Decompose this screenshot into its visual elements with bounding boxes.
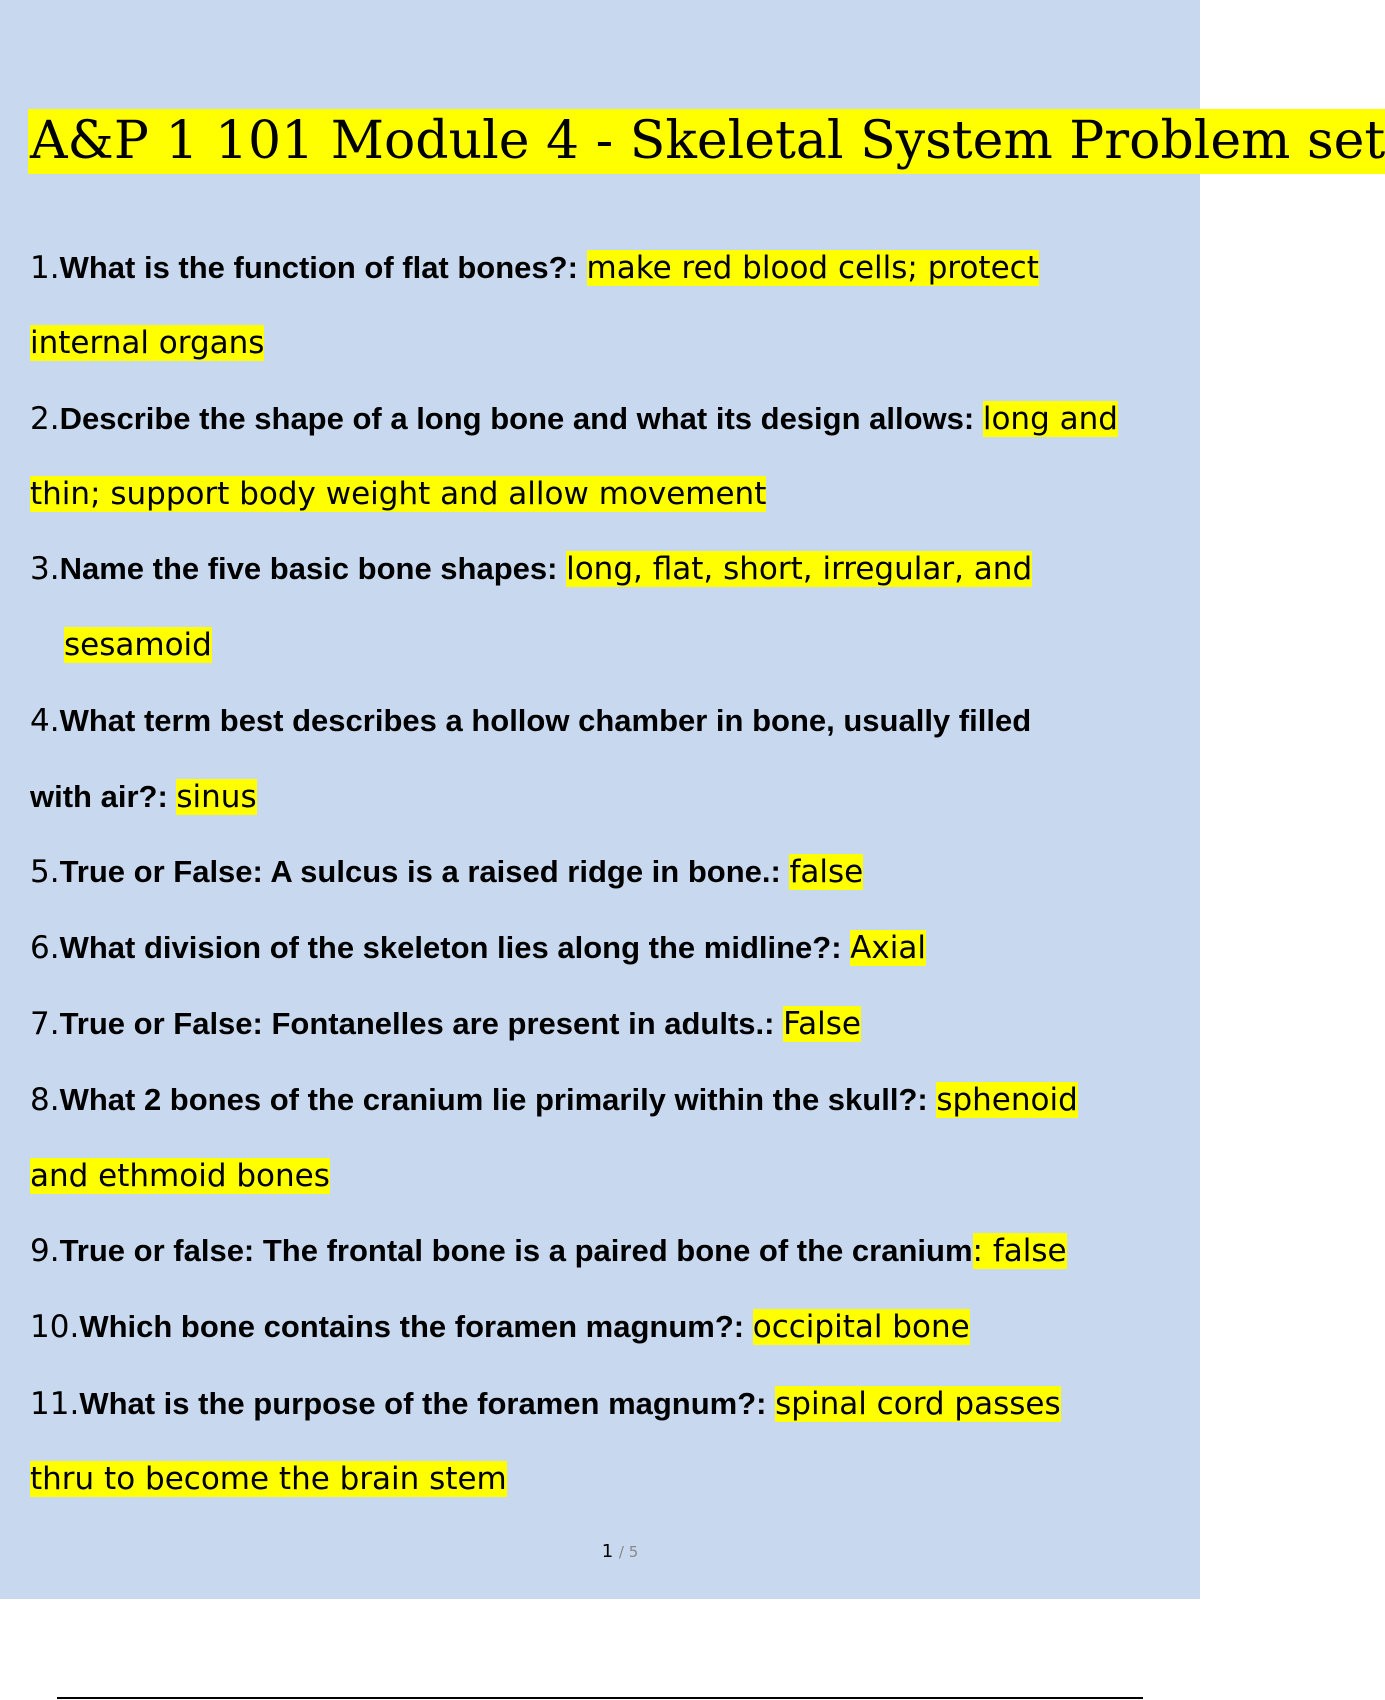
- question-4-line-2: [30, 773, 257, 821]
- answer-text: and ethmoid bones: [30, 1158, 330, 1194]
- question-text: with air?:: [30, 779, 177, 814]
- question-9-line-1: [30, 1227, 1067, 1275]
- question-text: What 2 bones of the cranium lie primarily within the skull?:: [59, 1082, 937, 1117]
- answer-text: sphenoid: [936, 1082, 1078, 1118]
- answer-text: make red blood cells; protect: [586, 250, 1039, 286]
- question-8-line-1: [30, 1076, 1078, 1124]
- question-1-line-2: [30, 319, 264, 367]
- question-text: True or False: Fontanelles are present in adults.:: [59, 1006, 784, 1041]
- item-number: 2.: [30, 401, 60, 437]
- item-number: 7.: [30, 1006, 60, 1042]
- document-title: A&P 1 101 Module 4 - Skeletal System Problem set: [28, 109, 1385, 174]
- question-text: What term best describes a hollow chamber in bone, usually filled: [59, 703, 1032, 738]
- question-text: Which bone contains the foramen magnum?:: [79, 1309, 753, 1344]
- question-1-line-1: [30, 244, 1039, 292]
- answer-text: sesamoid: [64, 627, 212, 663]
- question-7-line-1: [30, 1000, 861, 1048]
- question-5-line-1: [30, 848, 863, 896]
- answer-text: False: [783, 1006, 861, 1042]
- answer-text: internal organs: [30, 325, 265, 361]
- answer-text: Axial: [850, 930, 926, 966]
- question-6-line-1: [30, 924, 926, 972]
- page-indicator: [0, 1541, 1240, 1562]
- question-2-line-2: [30, 470, 766, 518]
- item-number: 5.: [30, 854, 60, 890]
- item-number: 4.: [30, 703, 60, 739]
- total-pages: / 5: [618, 1543, 639, 1561]
- answer-text: long and: [982, 401, 1118, 437]
- item-number: 10.: [30, 1309, 80, 1345]
- question-text: True or false: The frontal bone is a paired bone of the cranium: [59, 1233, 973, 1268]
- page-divider-line: [57, 1697, 1143, 1699]
- question-text: Describe the shape of a long bone and what its design allows:: [59, 401, 983, 436]
- answer-text: thin; support body weight and allow movement: [30, 476, 767, 512]
- question-text: What division of the skeleton lies along the midline?:: [59, 930, 851, 965]
- question-text: True or False: A sulcus is a raised ridge in bone.:: [59, 854, 790, 889]
- item-number: 11.: [30, 1386, 80, 1422]
- item-number: 8.: [30, 1082, 60, 1118]
- item-number: 6.: [30, 930, 60, 966]
- item-number: 9.: [30, 1233, 60, 1269]
- question-text: What is the purpose of the foramen magnum?:: [79, 1386, 776, 1421]
- answer-text: : false: [972, 1233, 1067, 1269]
- item-number: 3.: [30, 551, 60, 587]
- question-8-line-2: [30, 1152, 330, 1200]
- item-number: 1.: [30, 250, 60, 286]
- answer-text: spinal cord passes: [775, 1386, 1061, 1422]
- question-3-line-2: [64, 621, 212, 669]
- question-10-line-1: [30, 1303, 970, 1351]
- question-4-line-1: [30, 697, 1031, 745]
- question-2-line-1: [30, 395, 1118, 443]
- answer-text: occipital bone: [752, 1309, 970, 1345]
- answer-text: false: [789, 854, 864, 890]
- question-11-line-2: [30, 1455, 507, 1503]
- question-3-line-1: [30, 545, 1032, 593]
- answer-text: sinus: [176, 779, 257, 815]
- answer-text: thru to become the brain stem: [30, 1461, 507, 1497]
- question-text: What is the function of flat bones?:: [59, 250, 587, 285]
- question-text: Name the five basic bone shapes:: [59, 551, 567, 586]
- question-11-line-1: [30, 1380, 1061, 1428]
- answer-text: long, flat, short, irregular, and: [566, 551, 1033, 587]
- current-page: 1: [601, 1541, 614, 1562]
